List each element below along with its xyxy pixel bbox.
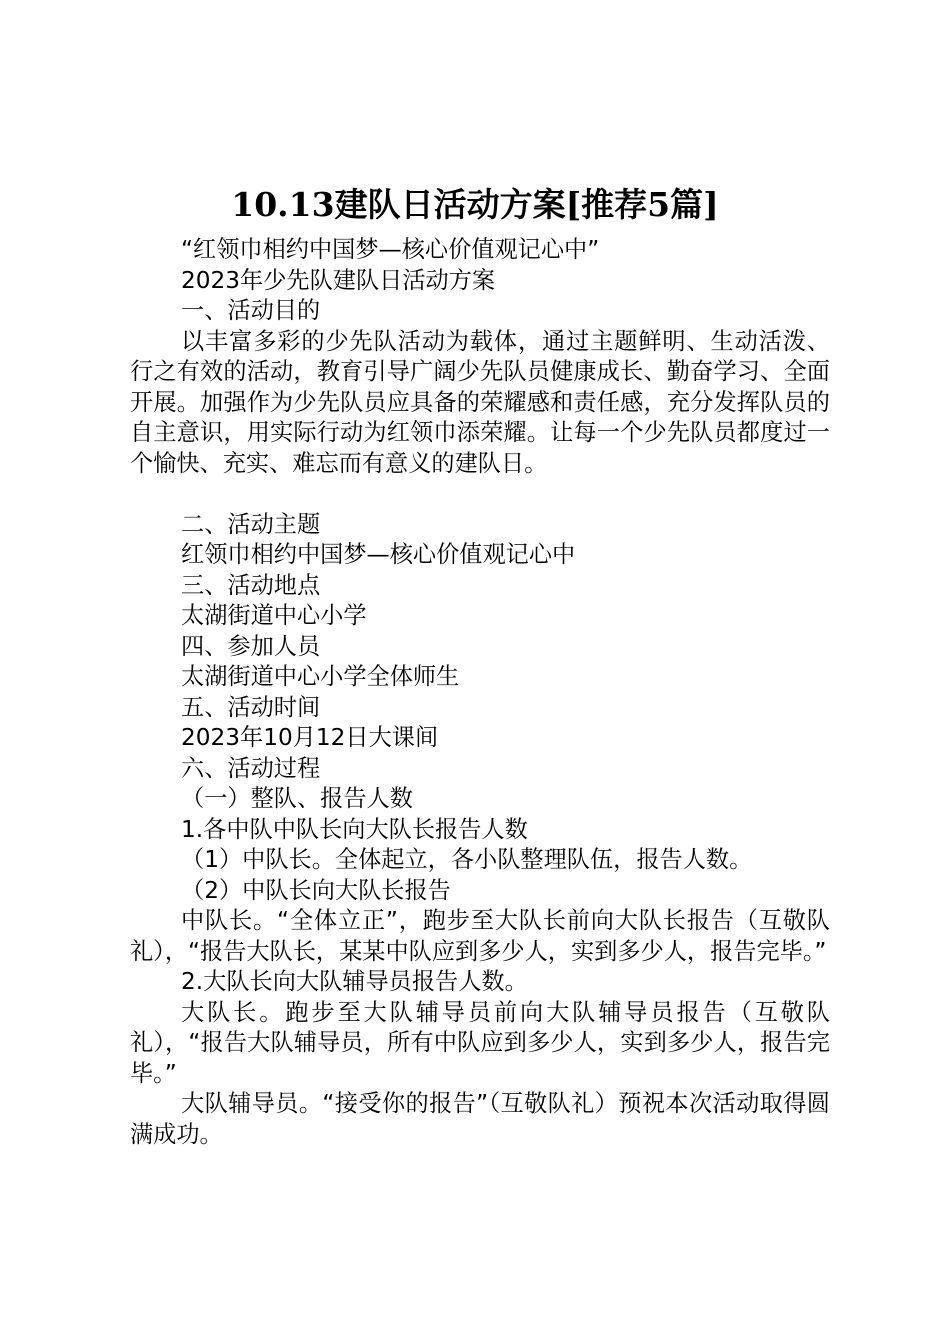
heading-purpose: 一、活动目的 [181,297,321,324]
heading-time: 五、活动时间 [181,693,321,721]
heading-location: 三、活动地点 [181,571,321,599]
step-1-2: （2）中队长向大队长报告 [181,876,451,904]
step-2: 2.大队长向大队辅导员报告人数。 [181,968,528,995]
paragraph-participants: 太湖街道中心小学全体师生 [181,663,460,690]
paragraph-theme: 红领巾相约中国梦—核心价值观记心中 [181,541,576,568]
paragraph-counselor-response: 大队辅导员。“接受你的报告”（互敬队礼）预祝本次活动取得圆满成功。 [130,1090,830,1148]
document-body [130,235,830,1150]
paragraph-purpose: 以丰富多彩的少先队活动为载体，通过主题鲜明、生动活泼、行之有效的活动，教育引导广阔少先队员健康成长、勤奋学习、全面开展。加强作为少先队员应具备的荣耀感和责任感，充分发挥队员的自主意识，用实际行动为红领巾添荣耀。让每一个少先队员都度过一个愉快、充实、难忘而有意义的建队日。 [130,327,830,477]
document-title: 10.13建队日活动方案[推荐5篇] [231,185,719,224]
paragraph-location: 太湖街道中心小学 [181,602,367,629]
paragraph-plan-name: 2023年少先队建队日活动方案 [181,266,496,294]
heading-theme: 二、活动主题 [181,510,321,538]
step-1-1: （1）中队长。全体起立，各小队整理队伍，报告人数。 [181,846,753,873]
subheading-roll-call: （一）整队、报告人数 [181,785,413,812]
heading-process: 六、活动过程 [181,754,321,782]
heading-participants: 四、参加人员 [181,632,321,660]
step-1: 1.各中队中队长向大队长报告人数 [181,815,528,843]
paragraph-brigade-leader-report: 大队长。跑步至大队辅导员前向大队辅导员报告（互敬队礼），“报告大队辅导员，所有中队应到多少人，实到多少人，报告完毕。” [130,998,830,1087]
paragraph-time: 2023年10月12日大课间 [181,724,439,751]
paragraph-squad-leader-report: 中队长。“全体立正”，跑步至大队长前向大队长报告（互敬队礼），“报告大队长，某某中队应到多少人，实到多少人，报告完毕。” [130,907,830,965]
paragraph-slogan: “红领巾相约中国梦—核心价值观记心中” [181,236,600,263]
